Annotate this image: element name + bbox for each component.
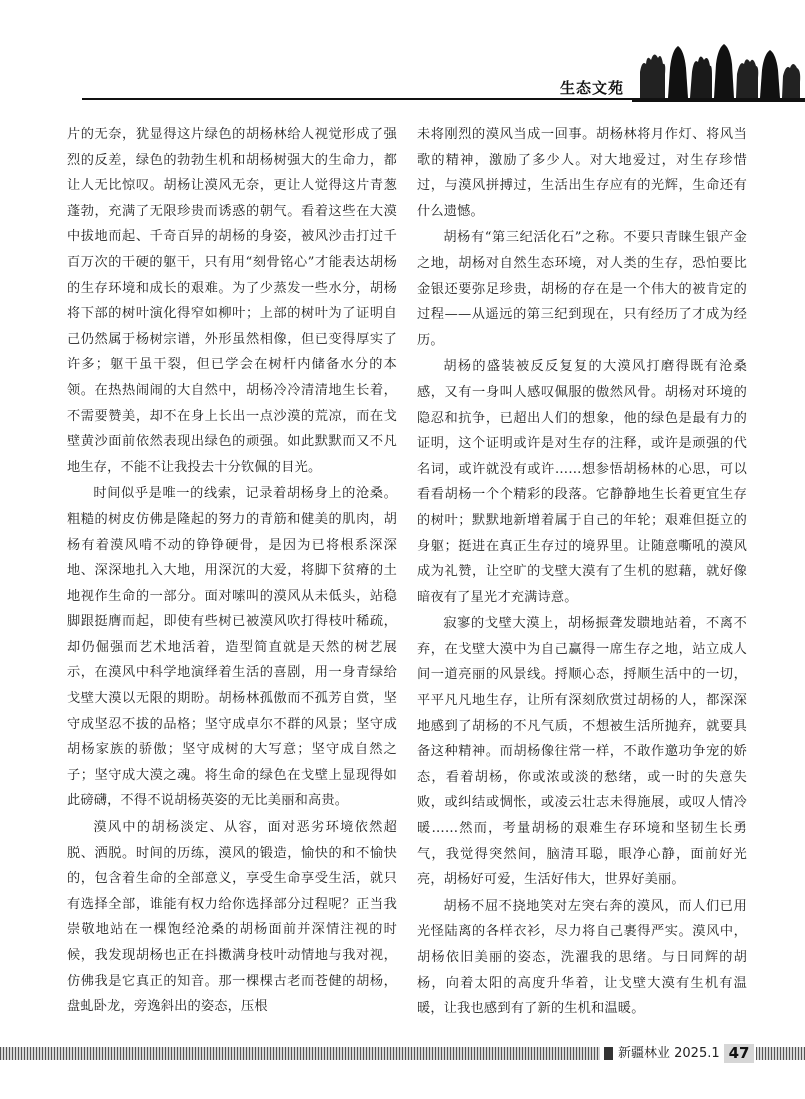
footer-bar <box>756 1047 805 1060</box>
header-rule <box>82 98 632 100</box>
paragraph: 未将刚烈的漠风当成一回事。胡杨林将月作灯、将风当歌的精神，激励了多少人。对大地爱过，对生存珍惜过，与漠风拼搏过，生活出生存应有的光辉，生命还有什么遗憾。 <box>417 127 747 219</box>
paragraph: 胡杨的盛装被反反复复的大漠风打磨得既有沧桑感，又有一身叫人感叹佩服的傲然风骨。胡杨对环境的隐忍和抗争，已超出人们的想象，他的绿色是最有力的证明，这个证明或许是对生存的注释，或许是顽强的代名词，或许就没有或许……想参悟胡杨林的心思，可以看看胡杨一个个精彩的段落。它静静地生长着更宜生存的树叶；默默地新增着属于自己的年轮；艰难但挺立的身躯；挺进在真正生存过的境界里。让随意嘶吼的漠风成为礼赞，让空旷的戈壁大漠有了生机的慰藉，就好像暗夜有了星光才充满诗意。 <box>417 359 747 605</box>
paragraph: 漠风中的胡杨淡定、从容，面对恶劣环境依然超脱、洒脱。时间的历练，漠风的锻造，愉快的和不愉快的，包含着生命的全部意义，享受生命享受生活，就只有选择全部，谁能有权力给你选择部分过程呢？正当我崇敬地站在一棵饱经沧桑的胡杨面前并深情注视的时候，我发现胡杨也正在抖擞满身枝叶动情地与我对视，仿佛我是它真正的知音。那一棵棵古老而苍健的胡杨，盘虬卧龙，旁逸斜出的姿态，压根 <box>67 820 397 1015</box>
page-footer <box>0 1040 805 1070</box>
journal-info: 新疆林业 2025.1 <box>618 1046 720 1061</box>
footer-bar <box>0 1047 600 1060</box>
text-column-right <box>417 122 747 1023</box>
paragraph: 胡杨有“第三纪活化石”之称。不要只青睐生银产金之地，胡杨对自然生态环境，对人类的生存，恐怕要比金银还要弥足珍贵，胡杨的存在是一个伟大的被肯定的过程——从遥远的第三纪到现在，只有经历了才成为经历。 <box>417 230 747 348</box>
paragraph: 片的无奈，犹显得这片绿色的胡杨林给人视觉形成了强烈的反差，绿色的勃勃生机和胡杨树强大的生命力，都让人无比惊叹。胡杨让漠风无奈，更让人觉得这片青葱蓬勃，充满了无限珍贵而诱惑的朝气。看着这些在大漠中拔地而起、千奇百异的胡杨的身姿，被风沙击打过千百万次的干硬的躯干，只有用“刻骨铭心”才能表达胡杨的生存环境和成长的艰难。为了少蒸发一些水分，胡杨将下部的树叶演化得窄如柳叶；上部的树叶为了证明自己仍然属于杨树宗谱，外形虽然相像，但已变得厚实了许多；躯干虽干裂，但已学会在树杆内储备水分的本领。在热热闹闹的大自然中，胡杨冷冷清清地生长着，不需要赞美，却不在身上长出一点沙漠的荒凉，而在戈壁黄沙面前依然表现出绿色的顽强。如此默默而又不凡地生存，不能不让我投去十分钦佩的目光。 <box>67 127 397 475</box>
paragraph: 时间似乎是唯一的线索，记录着胡杨身上的沧桑。粗糙的树皮仿佛是隆起的努力的青筋和健美的肌肉，胡杨有着漠风啃不动的铮铮硬骨，是因为已将根系深深地、深深地扎入大地，用深沉的大爱，将脚下贫瘠的土地视作生命的一部分。面对嗦叫的漠风从未低头，站稳脚跟挺膺而起，即使有些树已被漠风吹打得枝叶稀疏，却仍倔强而艺术地活着，造型简直就是天然的树艺展示，在漠风中科学地演绎着生活的喜剧，用一身青绿给戈壁大漠以无限的期盼。胡杨林孤傲而不孤芳自赏，坚守成坚忍不拔的品格；坚守成卓尔不群的风景；坚守成胡杨家族的骄傲；坚守成树的大写意；坚守成自然之子；坚守成大漠之魂。将生命的绿色在戈壁上显现得如此磅礴，不得不说胡杨英姿的无比美丽和高贵。 <box>67 486 397 809</box>
paragraph: 寂寥的戈壁大漠上，胡杨振聋发聩地站着，不离不弃，在戈壁大漠中为自己赢得一席生存之地，站立成人间一道亮丽的风景线。捋顺心态，捋顺生活中的一切，平平凡凡地生存，让所有深刻欣赏过胡杨的人，都深深地感到了胡杨的不凡气质，不想被生活所抛弃，就要具备这种精神。而胡杨像往常一样，不敢作邀功争宠的娇态，看着胡杨，你或浓或淡的愁绪，或一时的失意失败，或纠结或惆怅，或凌云壮志未得施展，或叹人情冷暖……然而，考量胡杨的艰难生存环境和坚韧生长勇气，我觉得突然间，脑清耳聪，眼净心静，面前好光亮，胡杨好可爱，生活好伟大，世界好美丽。 <box>417 616 747 888</box>
footer-marker <box>604 1047 613 1060</box>
tree-silhouette-icon <box>632 42 805 102</box>
section-title: 生态文苑 <box>560 79 625 97</box>
paragraph: 胡杨不屈不挠地笑对左突右奔的漠风，而人们已用光怪陆离的各样衣衫，尽力将自己裹得严实。漠风中，胡杨依旧美丽的姿态，洗濯我的思绪。与日同辉的胡杨，向着太阳的高度升华着，让戈壁大漠有生机有温暖，让我也感到有了新的生机和温暖。 <box>417 898 747 1017</box>
page-header <box>0 0 805 110</box>
text-column-left <box>67 122 397 1021</box>
page-number: 47 <box>724 1044 754 1063</box>
